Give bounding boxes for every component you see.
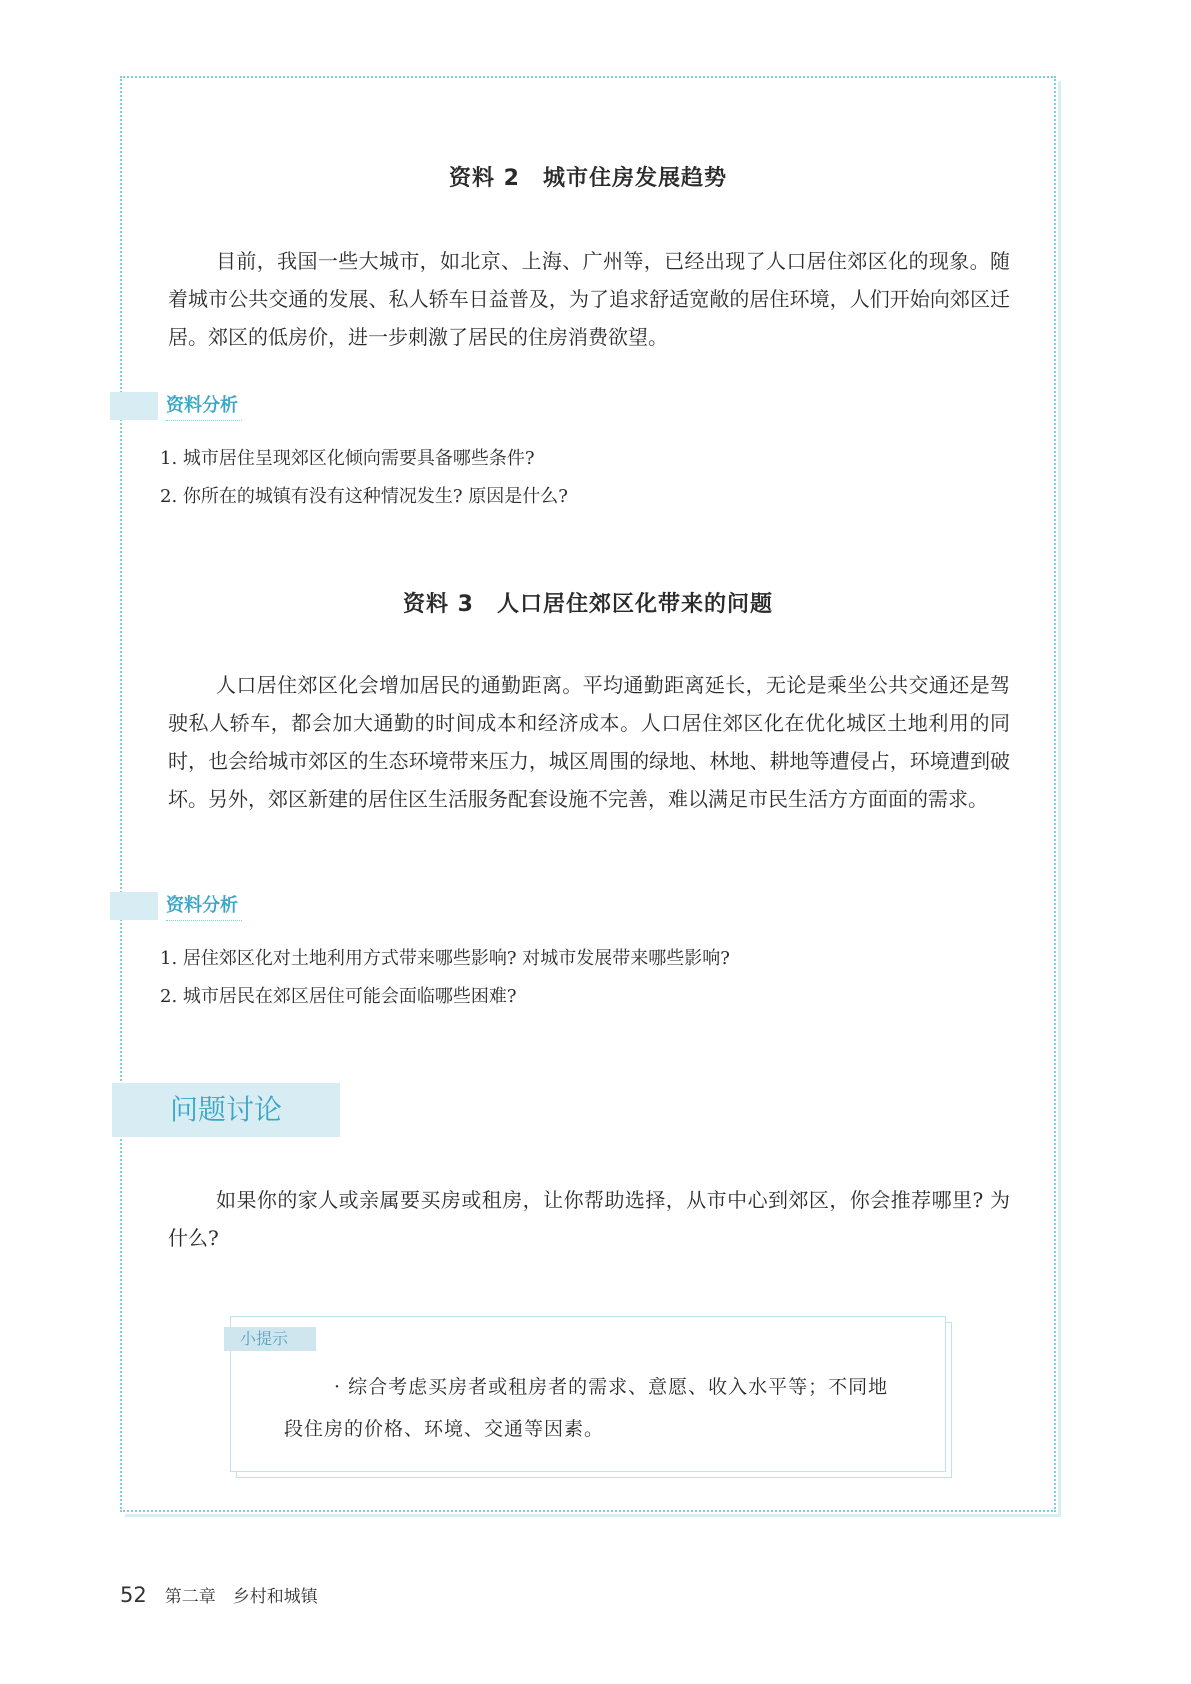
material3-paragraph: 人口居住郊区化会增加居民的通勤距离。平均通勤距离延长，无论是乘坐公共交通还是驾驶私人轿车，都会加大通勤的时间成本和经济成本。人口居住郊区化在优化城区土地利用的同时，也会给城市郊区的生态环境带来压力，城区周围的绿地、林地、耕地等遭侵占，环境遭到破坏。另外，郊区新建的居住区生活服务配套设施不完善，难以满足市民生活方方面面的需求。 [168, 673, 1010, 811]
analysis-tag-bar [110, 892, 158, 920]
material3-title: 资料 3 人口居住郊区化带来的问题 [403, 592, 773, 617]
material3-analysis-label: 资料分析 [166, 892, 242, 921]
hint-label: 小提示 [224, 1327, 316, 1351]
page-number: 52 [120, 1583, 147, 1607]
material2-title: 资料 2 城市住房发展趋势 [449, 166, 727, 191]
material2-question-1: 1. 城市居住呈现郊区化倾向需要具备哪些条件? [160, 448, 535, 469]
hint-text: · 综合考虑买房者或租房者的需求、意愿、收入水平等；不同地段住房的价格、环境、交通等因素。 [284, 1376, 889, 1440]
material2-analysis-label: 资料分析 [166, 392, 242, 421]
page-footer [120, 1580, 318, 1610]
material3-question-1: 1. 居住郊区化对土地利用方式带来哪些影响? 对城市发展带来哪些影响? [160, 948, 730, 969]
material2-question-2: 2. 你所在的城镇有没有这种情况发生? 原因是什么? [160, 486, 568, 507]
discussion-paragraph: 如果你的家人或亲属要买房或租房，让你帮助选择，从市中心到郊区，你会推荐哪里? 为什么? [168, 1188, 1010, 1250]
chapter-title: 第二章 乡村和城镇 [164, 1587, 318, 1607]
discussion-title: 问题讨论 [170, 1093, 283, 1126]
material3-question-2: 2. 城市居民在郊区居住可能会面临哪些困难? [160, 986, 517, 1007]
analysis-tag-bar [110, 392, 158, 420]
material2-paragraph: 目前，我国一些大城市，如北京、上海、广州等，已经出现了人口居住郊区化的现象。随着城市公共交通的发展、私人轿车日益普及，为了追求舒适宽敞的居住环境，人们开始向郊区迁居。郊区的低房价，进一步刺激了居民的住房消费欲望。 [168, 249, 1010, 349]
